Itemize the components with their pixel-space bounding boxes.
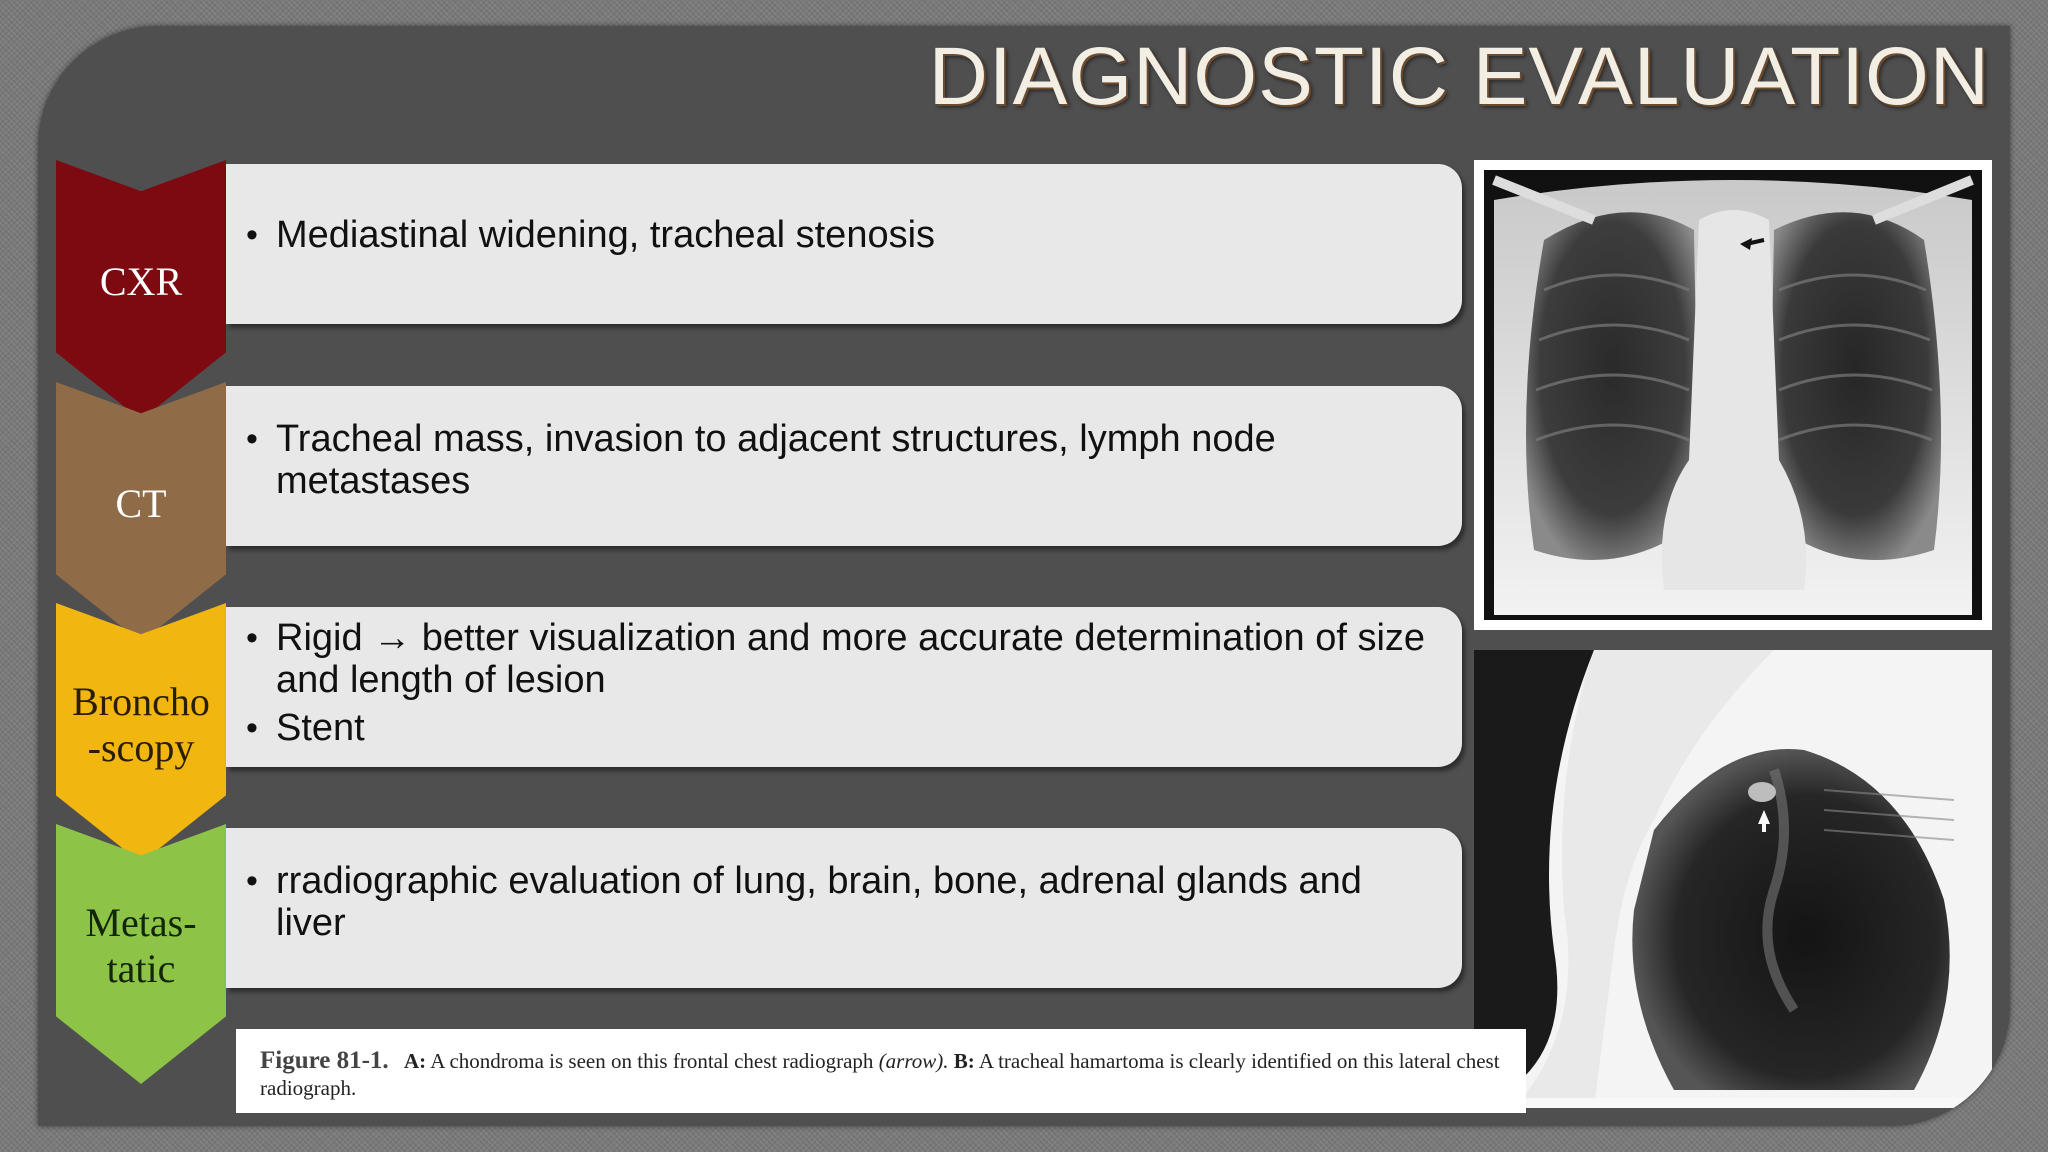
caption-part-a-text: A chondroma is seen on this frontal chest radiograph — [430, 1049, 874, 1073]
figure-caption — [236, 1029, 1526, 1113]
lateral-chest-radiograph — [1474, 650, 1992, 1108]
bullet-item: • Tracheal mass, invasion to adjacent structures, lymph node metastases — [246, 418, 1432, 502]
chevron-label-metastatic — [56, 824, 226, 1084]
slide-title: DIAGNOSTIC EVALUATION — [928, 31, 1990, 122]
panel-ct — [226, 386, 1462, 546]
panel-bronchoscopy — [226, 607, 1462, 767]
bullet-item: • Stent — [246, 707, 1432, 749]
figure-number: Figure 81-1. — [260, 1047, 389, 1074]
bullet-item: • rradiographic evaluation of lung, brain, bone, adrenal glands and liver — [246, 860, 1432, 944]
bullet-list — [246, 617, 1432, 749]
caption-part-a-label: A: — [403, 1049, 427, 1073]
slide — [38, 26, 2010, 1126]
chevron-label-text — [85, 900, 196, 992]
caption-part-a-note: (arrow). — [878, 1049, 949, 1073]
chevron-label-line: Metas- — [85, 900, 197, 945]
chevron-label-line: CXR — [99, 259, 183, 304]
frontal-xray-image — [1474, 160, 1992, 630]
bullet-item: • Rigid → better visualization and more accurate determination of size and length of lesion — [246, 617, 1432, 701]
panel-cxr — [226, 164, 1462, 324]
row-cxr — [56, 160, 1462, 420]
caption-part-b-label: B: — [953, 1049, 975, 1073]
panel-metastatic — [226, 828, 1462, 988]
bullet-list — [246, 214, 1432, 256]
chevron-label-text — [72, 679, 210, 771]
lateral-xray-image — [1474, 650, 1992, 1108]
chevron-label-line: Broncho — [72, 679, 210, 724]
bullet-list — [246, 860, 1432, 944]
caption-part-b-text: A tracheal hamartoma is clearly identified on this lateral chest radiograph. — [260, 1049, 1500, 1100]
chevron-label-line: CT — [115, 481, 167, 526]
chevron-label-cxr — [56, 160, 226, 420]
bullet-list — [246, 418, 1432, 502]
bullet-item: • Mediastinal widening, tracheal stenosis — [246, 214, 1432, 256]
frontal-chest-radiograph — [1474, 160, 1992, 630]
chevron-label-line: tatic — [106, 946, 176, 991]
chevron-label-line: -scopy — [87, 725, 195, 770]
